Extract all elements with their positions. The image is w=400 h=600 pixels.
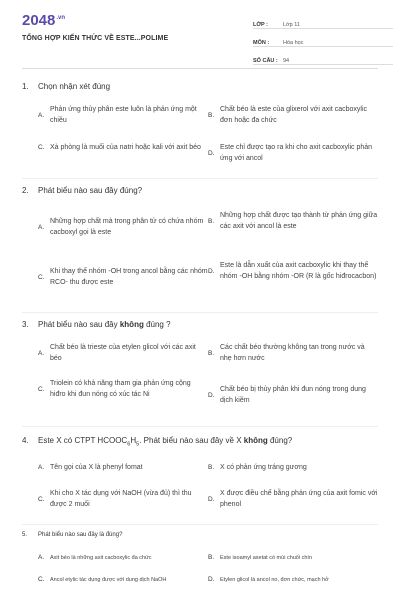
option-b[interactable] [208, 554, 378, 562]
option-text: Những hợp chất được tạo thành từ phản ứng giữa các axit với ancol là este [220, 212, 378, 230]
question-5 [22, 532, 378, 600]
question-title [22, 186, 378, 195]
option-letter: C. [38, 576, 45, 583]
option-letter: A. [38, 349, 45, 357]
option-letter: B. [208, 349, 215, 357]
question-text: Este X có CTPT $HCOOC_6H_5$. Phát biểu nào sau đây về X không đúng? [38, 436, 293, 448]
question-3 [22, 320, 378, 430]
option-letter: D. [208, 149, 215, 157]
option-letter: A. [38, 554, 45, 561]
option-letter: D. [208, 495, 215, 503]
meta-row-subject [253, 32, 393, 47]
question-divider [22, 426, 378, 427]
option-d[interactable] [208, 260, 378, 282]
option-letter: B. [208, 217, 215, 225]
option-c[interactable] [38, 142, 208, 153]
option-text: Các chất béo thường không tan trong nước và nhẹ hơn nước [220, 344, 365, 362]
option-text: X được điều chế bằng phản ứng của axit fomic với phenol [220, 490, 378, 508]
option-b[interactable] [208, 210, 378, 232]
question-text: Phát biểu nào sau đây không đúng ? [38, 320, 171, 329]
option-text: Chất béo bị thủy phân khi đun nóng trong dung dịch kiềm [220, 386, 366, 404]
question-number: 1. [22, 82, 29, 91]
meta-value: 94 [283, 58, 290, 64]
option-text: Phản ứng thủy phân este luôn là phản ứng một chiều [50, 106, 197, 124]
option-text: Chất béo là trieste của etylen glicol với các axit béo [50, 344, 196, 362]
option-d[interactable] [208, 142, 378, 164]
option-a[interactable] [38, 104, 208, 126]
option-text: X có phản ứng tráng gương [220, 464, 307, 471]
option-b[interactable] [208, 342, 378, 364]
option-text: Este chỉ được tạo ra khi cho axit cacboxylic phản ứng với ancol [220, 144, 373, 162]
meta-key: LỚP : [253, 22, 268, 28]
option-letter: A. [38, 464, 45, 471]
option-c[interactable] [38, 378, 208, 400]
question-number: 4. [22, 436, 29, 445]
option-text: Este là dẫn xuất của axit cacboxylic khi thay thế nhóm -OH bằng nhóm -OR (R là gốc hiđrocacbon) [220, 262, 377, 280]
option-text: Khi thay thế nhóm -OH trong ancol bằng các nhóm RCO- thu được este [50, 268, 208, 286]
option-letter: C. [38, 495, 45, 503]
option-d[interactable] [208, 576, 378, 584]
meta-value: Lớp 11 [283, 22, 300, 28]
option-text: Axit béo là những axit cacboxylic đa chức [50, 555, 152, 561]
meta-info [253, 14, 393, 68]
question-title [22, 436, 378, 448]
option-a[interactable] [38, 554, 208, 562]
question-4 [22, 436, 378, 528]
option-letter: C. [38, 385, 45, 393]
option-letter: B. [208, 464, 215, 471]
meta-row-class [253, 14, 393, 29]
option-c[interactable] [38, 576, 208, 584]
option-letter: B. [208, 554, 215, 561]
question-number: 5. [22, 532, 28, 538]
question-text: Phát biểu nào sau đây đúng? [38, 186, 143, 195]
question-text: Chọn nhận xét đúng [38, 82, 111, 91]
option-a[interactable] [38, 342, 208, 364]
option-d[interactable] [208, 488, 378, 510]
question-divider [22, 178, 378, 179]
option-letter: C. [38, 144, 45, 151]
question-divider [22, 312, 378, 313]
option-letter: B. [208, 111, 215, 119]
option-d[interactable] [208, 384, 378, 406]
option-b[interactable] [208, 104, 378, 126]
option-text: Tên gọi của X là phenyl fomat [50, 464, 143, 471]
question-title [22, 320, 378, 329]
option-b[interactable] [208, 462, 378, 473]
header-divider [22, 68, 378, 69]
logo[interactable] [22, 12, 65, 29]
option-letter: A. [38, 111, 45, 119]
page-title: TỔNG HỢP KIẾN THỨC VỀ ESTE...POLIME [22, 35, 169, 42]
option-letter: D. [208, 391, 215, 399]
question-number: 3. [22, 320, 29, 329]
meta-row-count [253, 50, 393, 65]
option-text: Những hợp chất mà trong phân tử có chứa nhóm cacboxyl gọi là este [50, 218, 204, 236]
header [0, 0, 400, 70]
option-text: Ancol etylic tác dụng được với dung dịch NaOH [50, 577, 167, 583]
logo-suffix: .vn [56, 15, 66, 21]
option-text: Khi cho X tác dụng với NaOH (vừa đủ) thì thu được 2 muối [50, 490, 192, 508]
option-text: Triolein có khả năng tham gia phản ứng cộng hiđro khi đun nóng có xúc tác Ni [50, 380, 191, 398]
question-title [22, 82, 378, 91]
question-divider [22, 524, 378, 525]
question-title [22, 532, 378, 538]
option-text: Xà phòng là muối của natri hoặc kali với axit béo [50, 144, 201, 151]
option-letter: D. [208, 267, 215, 275]
option-letter: C. [38, 273, 45, 281]
option-a[interactable] [38, 462, 208, 473]
meta-key: MÔN : [253, 40, 270, 46]
question-1 [22, 82, 378, 182]
option-a[interactable] [38, 216, 208, 238]
option-c[interactable] [38, 488, 208, 510]
question-text: Phát biểu nào sau đây là đúng? [38, 532, 123, 538]
option-text: Chất béo là este của glixerol với axit cacboxylic đơn hoặc đa chức [220, 106, 367, 124]
option-c[interactable] [38, 266, 208, 288]
option-letter: A. [38, 223, 45, 231]
logo-text: 2048 [22, 12, 56, 29]
option-text: Etylen glicol là ancol no, đơn chức, mạch hở [220, 577, 329, 583]
question-2 [22, 186, 378, 316]
option-letter: D. [208, 576, 215, 583]
option-text: Este isoamyl axetat có mùi chuối chín [220, 555, 313, 561]
meta-value: Hóa học [283, 40, 304, 46]
question-number: 2. [22, 186, 29, 195]
meta-key: SỐ CÂU : [253, 58, 278, 64]
